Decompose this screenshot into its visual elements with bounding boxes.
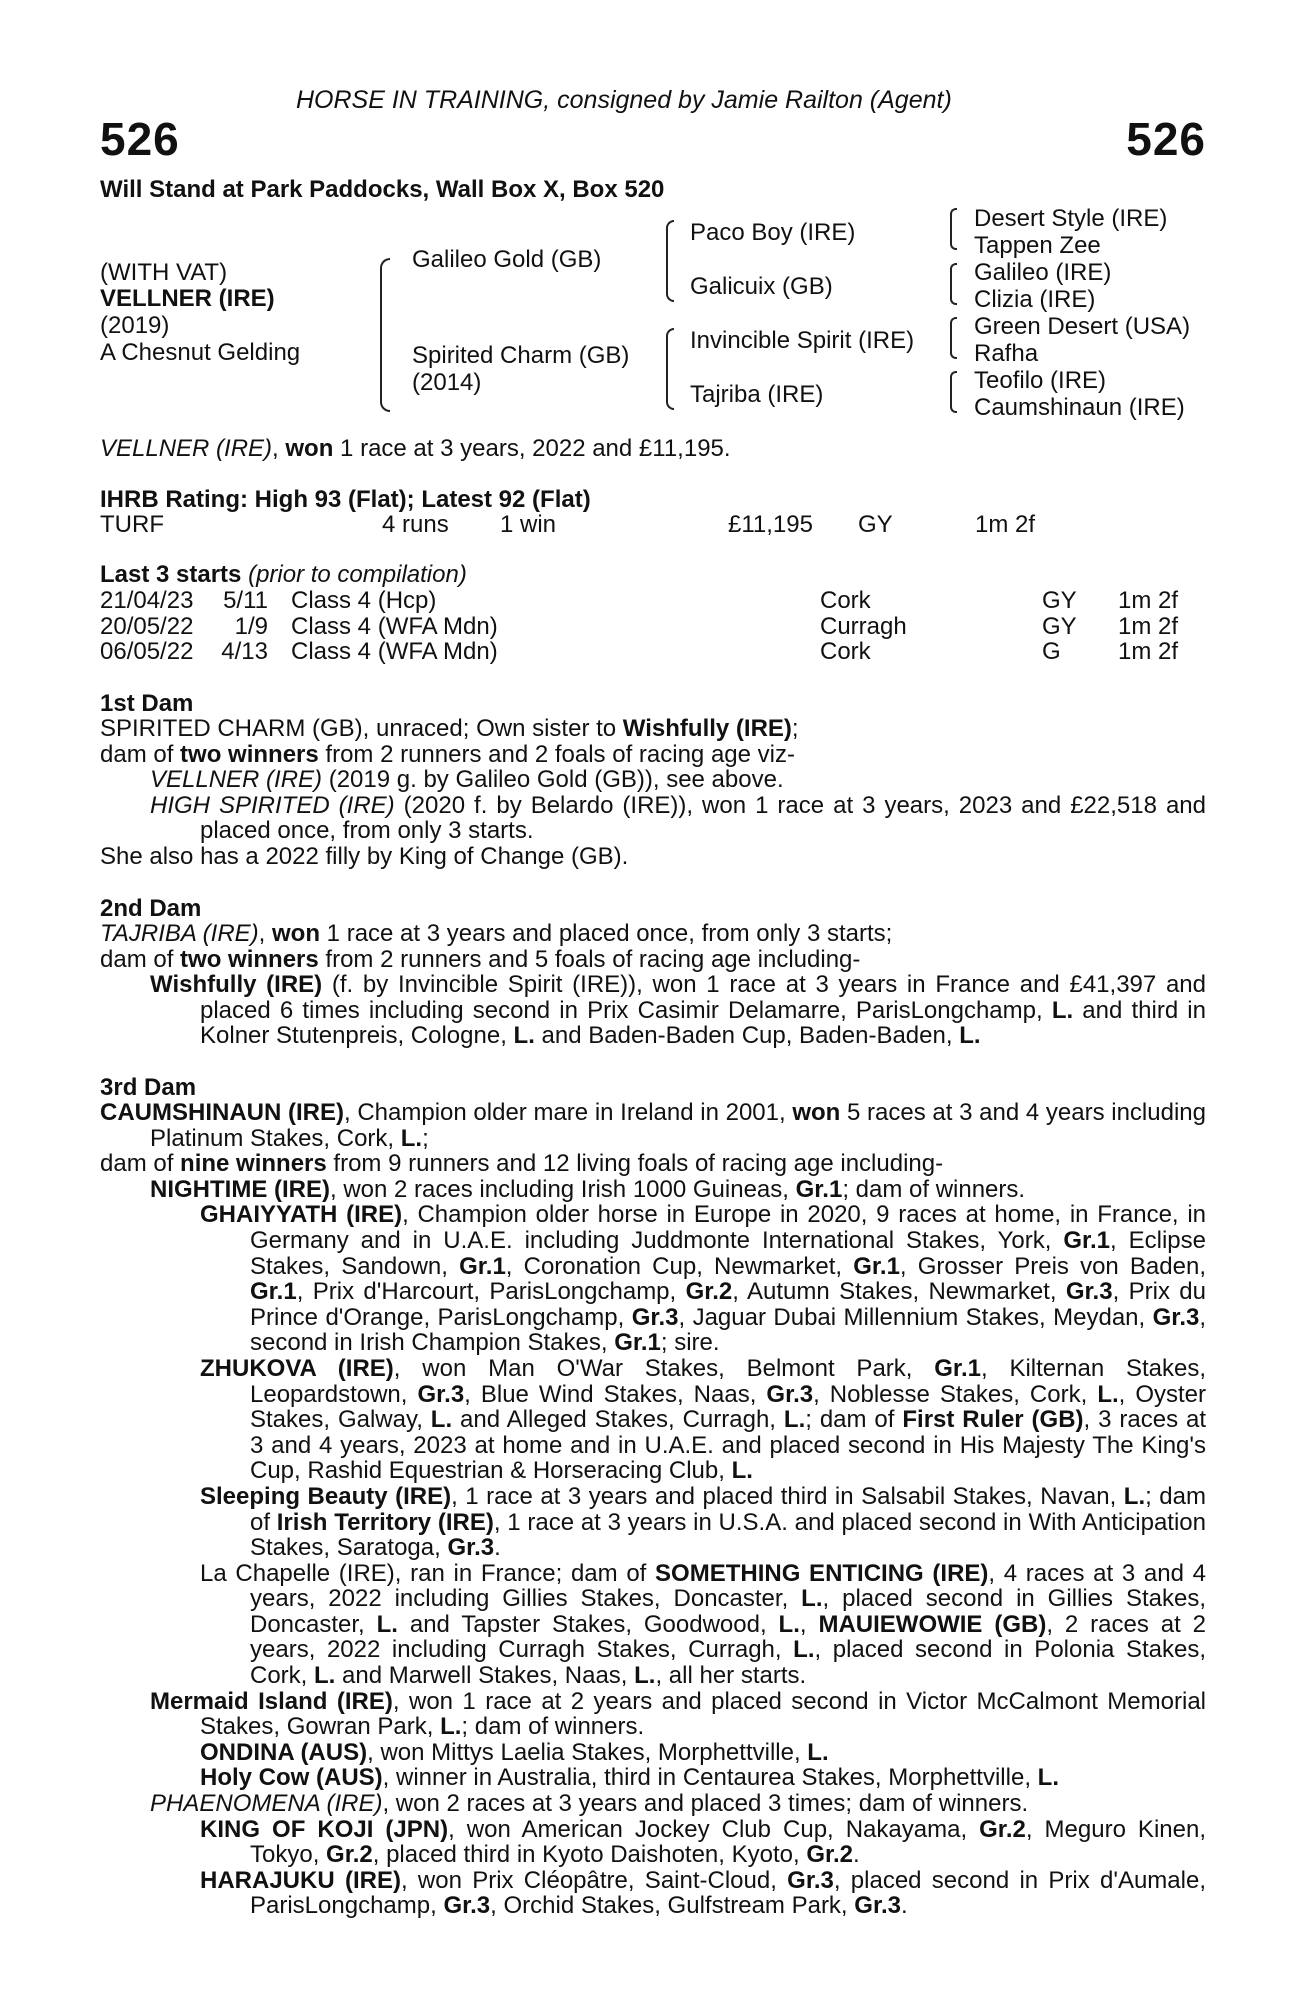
pedigree-sire-dam: Galicuix (GB) bbox=[690, 273, 833, 300]
pedigree-dam-year: (2014) bbox=[412, 369, 482, 396]
lot-number-right: 526 bbox=[1126, 113, 1206, 165]
last-start-dist: 1m 2f bbox=[1118, 587, 1179, 614]
third-dam-produce: PHAENOMENA (IRE), won 2 races at 3 years and placed 3 times; dam of winners. bbox=[150, 1790, 1029, 1818]
first-dam-produce: HIGH SPIRITED (IRE) (2020 f. by Belardo (IRE)), won 1 race at 3 years, 2023 and £22,518 and placed once, from only 3 starts. bbox=[150, 791, 1206, 845]
last-start-date: 20/05/22 bbox=[100, 612, 194, 640]
second-dam-heading: 2nd Dam bbox=[100, 895, 202, 922]
pedigree-g7: Teofilo (IRE) bbox=[974, 367, 1107, 394]
last-start-going: GY bbox=[1042, 612, 1077, 640]
first-dam-line: She also has a 2022 filly by King of Change (GB). bbox=[100, 842, 629, 870]
third-dam-grandproduce: HARAJUKU (IRE), won Prix Cléopâtre, Saint-Cloud, Gr.3, placed second in Prix d'Aumale, ParisLongchamp, Gr.3, Orchid Stakes, Gulfstream Park, Gr.3. bbox=[200, 1866, 1206, 1920]
third-dam-grandproduce: La Chapelle (IRE), ran in France; dam of SOMETHING ENTICING (IRE), 4 races at 3 and 4 years, 2022 including Gillies Stakes, Doncaster, L., placed second in Gillies Stakes, Doncaster, L. and Tapster Stakes, Goodwood, L., MAUIEWOWIE (GB), 2 races at 2 years, 2022 including Curragh Stakes, Curragh, L., placed second in Polonia Stakes, Cork, L. and Marwell Stakes, Naas, L., all her starts. bbox=[200, 1559, 1207, 1690]
pedigree-g2: Tappen Zee bbox=[974, 232, 1101, 259]
pedigree-brace-g3 bbox=[950, 317, 957, 359]
third-dam-grandproduce: ONDINA (AUS), won Mittys Laelia Stakes, Morphettville, L. bbox=[200, 1738, 829, 1766]
third-dam-produce: Mermaid Island (IRE), won 1 race at 2 years and placed second in Victor McCalmont Memorial Stakes, Gowran Park, L.; dam of winners. bbox=[150, 1687, 1206, 1741]
third-dam-line: dam of nine winners from 9 runners and 12 living foals of racing age including- bbox=[100, 1150, 944, 1178]
third-dam-grandproduce: ZHUKOVA (IRE), won Man O'War Stakes, Belmont Park, Gr.1, Kilternan Stakes, Leopardstown, Gr.3, Blue Wind Stakes, Naas, Gr.3, Noblesse Stakes, Cork, L., Oyster Stakes, Galway, L. and Alleged Stakes, Curragh, L.; dam of First Ruler (GB), 3 races at 3 and 4 years, 2023 at home and in U.A.E. and placed second in His Majesty The King's Cup, Rashid Equestrian & Horseracing Club, L. bbox=[200, 1354, 1207, 1485]
second-dam-body bbox=[100, 921, 1206, 1049]
rating-runs: 4 runs bbox=[382, 511, 449, 538]
last-start-pos: 4/13 bbox=[221, 638, 268, 666]
last-start-class: Class 4 (Hcp) bbox=[291, 587, 437, 614]
last-starts-heading: Last 3 starts (prior to compilation) bbox=[100, 561, 467, 588]
second-dam-line: dam of two winners from 2 runners and 5 foals of racing age including- bbox=[100, 945, 861, 973]
pedigree-dam: Spirited Charm (GB) bbox=[412, 342, 630, 369]
third-dam-body bbox=[100, 1100, 1206, 1919]
third-dam-line: CAUMSHINAUN (IRE), Champion older mare in Ireland in 2001, won 5 races at 3 and 4 years including Platinum Stakes, Cork, L.; bbox=[100, 1099, 1206, 1152]
last-start-course: Cork bbox=[820, 587, 871, 614]
third-dam-grandproduce: Holy Cow (AUS), winner in Australia, third in Centaurea Stakes, Morphettville, L. bbox=[200, 1764, 1059, 1792]
last-start-going: GY bbox=[1042, 587, 1077, 614]
horse-year: (2019) bbox=[100, 312, 170, 339]
rating-going: GY bbox=[858, 511, 893, 538]
consignor-heading: HORSE IN TRAINING, consigned by Jamie Railton (Agent) bbox=[296, 86, 952, 114]
third-dam-heading: 3rd Dam bbox=[100, 1074, 197, 1101]
pedigree-brace-sire bbox=[666, 220, 674, 302]
last-start-class: Class 4 (WFA Mdn) bbox=[291, 638, 498, 666]
last-start-dist: 1m 2f bbox=[1118, 612, 1179, 640]
last-start-pos: 1/9 bbox=[234, 612, 268, 640]
pedigree-brace-dam bbox=[666, 328, 674, 410]
stand-location: Will Stand at Park Paddocks, Wall Box X, Box 520 bbox=[100, 176, 665, 203]
rating-prize: £11,195 bbox=[728, 511, 813, 538]
pedigree-g4: Clizia (IRE) bbox=[974, 286, 1096, 313]
pedigree-sire: Galileo Gold (GB) bbox=[412, 246, 602, 273]
race-summary: VELLNER (IRE), won 1 race at 3 years, 2022 and £11,195. bbox=[100, 435, 731, 462]
rating-wins: 1 win bbox=[500, 511, 557, 538]
first-dam-body bbox=[100, 716, 1206, 870]
pedigree-brace-g4 bbox=[950, 371, 957, 413]
pedigree-brace-main bbox=[380, 258, 390, 412]
rating-distance: 1m 2f bbox=[975, 511, 1036, 538]
last-start-pos: 5/11 bbox=[223, 587, 268, 614]
first-dam-line: dam of two winners from 2 runners and 2 foals of racing age viz- bbox=[100, 740, 795, 768]
last-start-date: 21/04/23 bbox=[100, 587, 194, 614]
ihrb-rating: IHRB Rating: High 93 (Flat); Latest 92 (Flat) bbox=[100, 486, 591, 513]
pedigree-g8: Caumshinaun (IRE) bbox=[974, 394, 1185, 421]
horse-description: A Chesnut Gelding bbox=[100, 339, 301, 366]
summary-horse-name: VELLNER (IRE) bbox=[100, 435, 273, 462]
pedigree-brace-g1 bbox=[950, 208, 957, 250]
last-start-going: G bbox=[1042, 638, 1061, 666]
pedigree-brace-g2 bbox=[950, 263, 957, 305]
pedigree-g5: Green Desert (USA) bbox=[974, 313, 1191, 340]
second-dam-line: TAJRIBA (IRE), won 1 race at 3 years and placed once, from only 3 starts; bbox=[100, 920, 893, 947]
last-start-dist: 1m 2f bbox=[1118, 638, 1179, 666]
pedigree-g6: Rafha bbox=[974, 340, 1039, 367]
lot-number-left: 526 bbox=[100, 113, 180, 165]
third-dam-produce: NIGHTIME (IRE), won 2 races including Irish 1000 Guineas, Gr.1; dam of winners. bbox=[150, 1175, 1026, 1203]
pedigree-dam-dam: Tajriba (IRE) bbox=[690, 381, 824, 408]
vat-label: (WITH VAT) bbox=[100, 259, 228, 286]
last-start-course: Cork bbox=[820, 638, 871, 666]
third-dam-grandproduce: KING OF KOJI (JPN), won American Jockey Club Cup, Nakayama, Gr.2, Meguro Kinen, Tokyo, Gr.2, placed third in Kyoto Daishoten, Kyoto, Gr.2. bbox=[200, 1815, 1206, 1869]
third-dam-grandproduce: Sleeping Beauty (IRE), 1 race at 3 years and placed third in Salsabil Stakes, Navan, L.; dam of Irish Territory (IRE), 1 race at 3 years in U.S.A. and placed second in With Anticipation Stakes, Saratoga, Gr.3. bbox=[200, 1482, 1206, 1562]
pedigree-g1: Desert Style (IRE) bbox=[974, 205, 1168, 232]
first-dam-produce: VELLNER (IRE) (2019 g. by Galileo Gold (GB)), see above. bbox=[150, 766, 784, 794]
last-start-date: 06/05/22 bbox=[100, 638, 194, 666]
pedigree-sire-sire: Paco Boy (IRE) bbox=[690, 219, 856, 246]
second-dam-produce: Wishfully (IRE) (f. by Invincible Spirit (IRE)), won 1 race at 3 years in France and £41,397 and placed 6 times including second in Prix Casimir Delamarre, ParisLongchamp, L. and third in Kolner Stutenpreis, Cologne, L. and Baden-Baden Cup, Baden-Baden, L. bbox=[150, 971, 1206, 1050]
last-start-class: Class 4 (WFA Mdn) bbox=[291, 612, 498, 640]
last-start-course: Curragh bbox=[820, 612, 907, 640]
pedigree-g3: Galileo (IRE) bbox=[974, 259, 1112, 286]
pedigree-dam-sire: Invincible Spirit (IRE) bbox=[690, 327, 915, 354]
first-dam-heading: 1st Dam bbox=[100, 690, 194, 717]
horse-name: VELLNER (IRE) bbox=[100, 285, 275, 312]
third-dam-grandproduce: GHAIYYATH (IRE), Champion older horse in Europe in 2020, 9 races at home, in France, in Germany and in U.A.E. including Juddmonte International Stakes, York, Gr.1, Eclipse Stakes, Sandown, Gr.1, Coronation Cup, Newmarket, Gr.1, Grosser Preis von Baden, Gr.1, Prix d'Harcourt, ParisLongchamp, Gr.2, Autumn Stakes, Newmarket, Gr.3, Prix du Prince d'Orange, ParisLongchamp, Gr.3, Jaguar Dubai Millennium Stakes, Meydan, Gr.3, second in Irish Champion Stakes, Gr.1; sire. bbox=[200, 1201, 1207, 1357]
rating-surface: TURF bbox=[100, 511, 164, 538]
first-dam-line: SPIRITED CHARM (GB), unraced; Own sister to Wishfully (IRE); bbox=[100, 715, 799, 742]
